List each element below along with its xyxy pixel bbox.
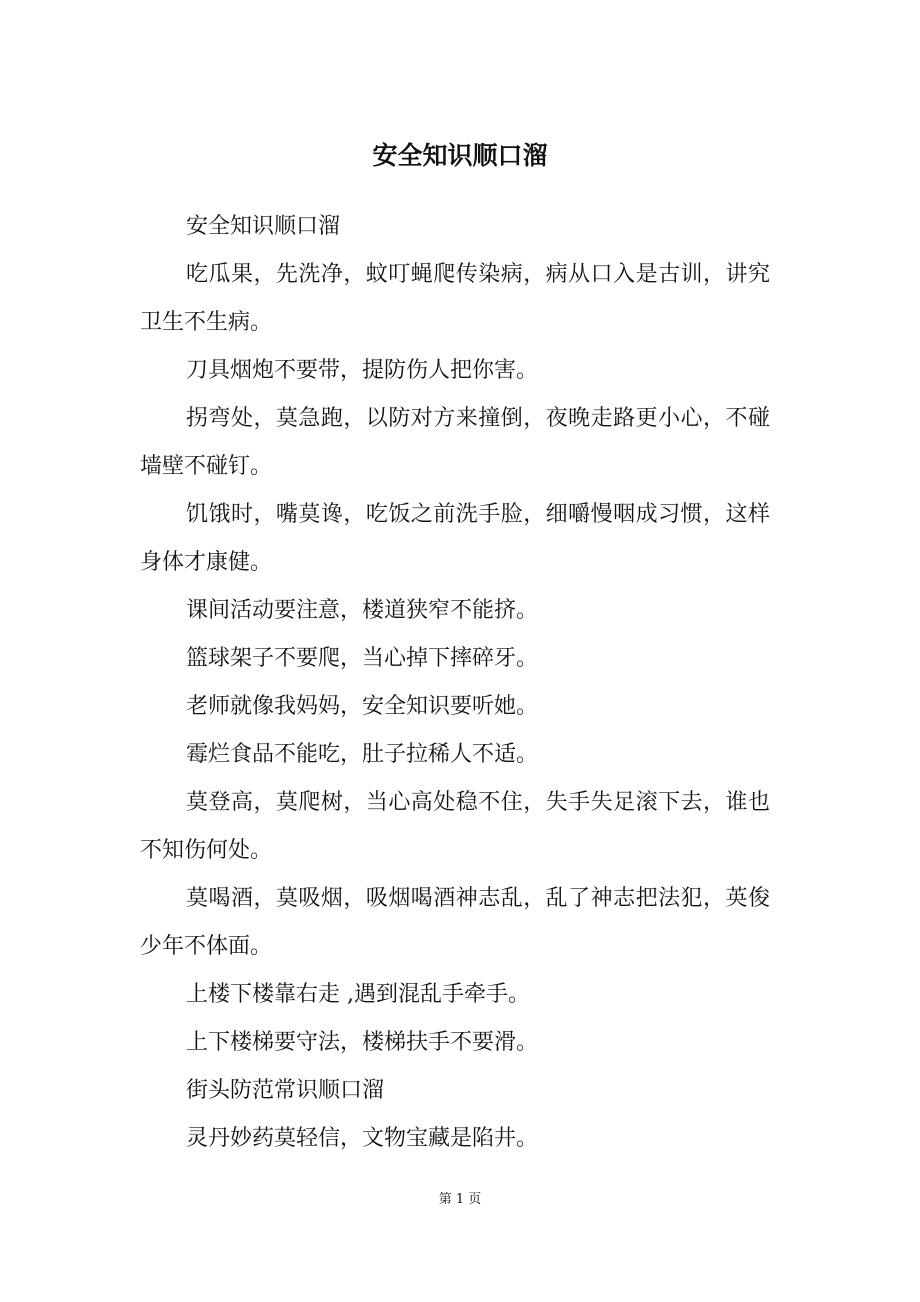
paragraph: 莫喝酒，莫吸烟，吸烟喝酒神志乱，乱了神志把法犯，英俊少年不体面。 — [140, 886, 770, 959]
paragraph: 篮球架子不要爬，当心掉下摔碎牙。 — [186, 646, 539, 671]
paragraph: 拐弯处，莫急跑，以防对方来撞倒，夜晚走路更小心，不碰墙壁不碰钉。 — [140, 406, 770, 479]
paragraph: 饥饿时，嘴莫谗，吃饭之前洗手脸，细嚼慢咽成习惯，这样身体才康健。 — [140, 502, 770, 575]
paragraph: 刀具烟炮不要带，提防伤人把你害。 — [186, 358, 539, 383]
page-number: 第 1 页 — [438, 1192, 482, 1207]
document-body — [140, 203, 770, 1163]
paragraph: 老师就像我妈妈，安全知识要听她。 — [186, 694, 539, 719]
paragraph: 街头防范常识顺口溜 — [186, 1078, 385, 1103]
paragraph: 安全知识顺口溜 — [186, 214, 341, 239]
document-title: 安全知识顺口溜 — [372, 141, 548, 170]
paragraph: 上下楼梯要守法，楼梯扶手不要滑。 — [186, 1030, 539, 1055]
paragraph: 霉烂食品不能吃，肚子拉稀人不适。 — [186, 742, 539, 767]
paragraph: 莫登高，莫爬树，当心高处稳不住，失手失足滚下去，谁也不知伤何处。 — [140, 790, 770, 863]
paragraph: 上楼下楼靠右走 ,遇到混乱手牵手。 — [186, 982, 530, 1007]
paragraph: 灵丹妙药莫轻信，文物宝藏是陷井。 — [186, 1126, 539, 1151]
paragraph: 课间活动要注意，楼道狭窄不能挤。 — [186, 598, 539, 623]
paragraph: 吃瓜果，先洗净，蚊叮蝇爬传染病，病从口入是古训，讲究卫生不生病。 — [140, 262, 770, 335]
